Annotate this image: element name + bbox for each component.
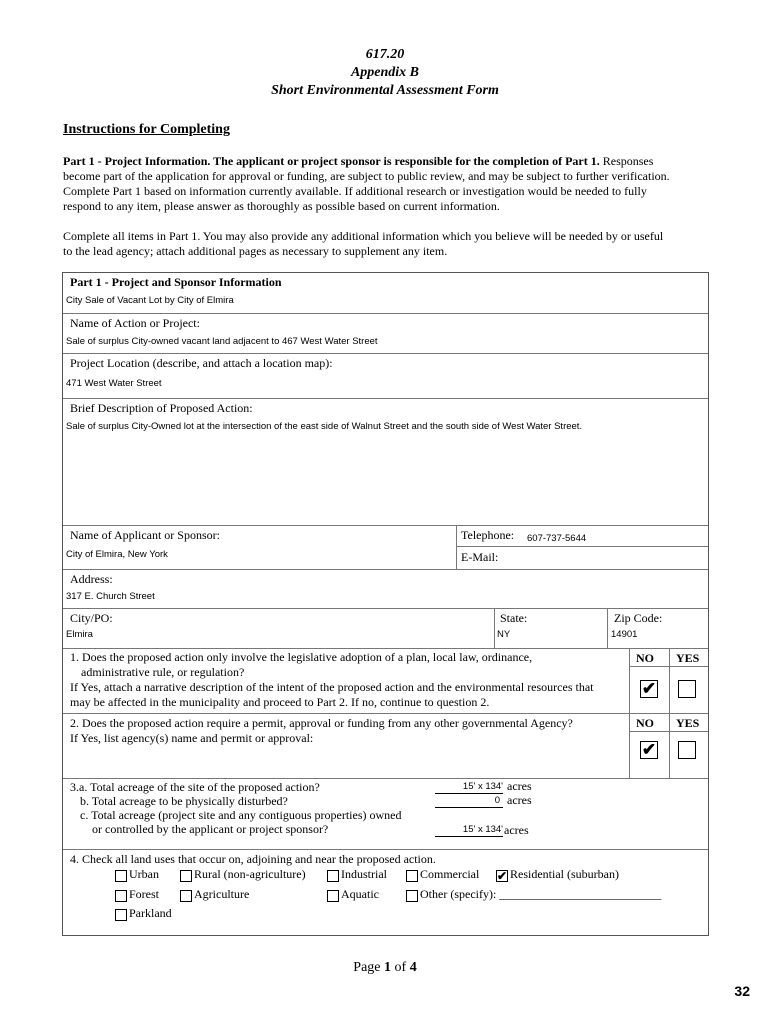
q3c-value: 15' x 134' (462, 824, 503, 835)
state-field[interactable]: NY (497, 629, 511, 640)
action-label: Name of Action or Project: (70, 316, 200, 330)
urban-label: Urban (129, 867, 159, 881)
acres-label: acres (507, 793, 532, 807)
instruction-line: to the lead agency; attach additional pages as necessary to supplement any item. (63, 244, 448, 258)
page-indicator (0, 960, 770, 976)
forest-checkbox[interactable] (115, 890, 127, 902)
part1-title: Part 1 - Project and Sponsor Information (70, 275, 282, 289)
other-label[interactable]: Other (specify): ___________________________ (420, 887, 662, 901)
q2-text: 2. Does the proposed action require a permit, approval or funding from any other governmental Agency? (70, 716, 573, 730)
q3b-field[interactable] (435, 794, 503, 808)
applicant-label: Name of Applicant or Sponsor: (70, 528, 220, 542)
urban-checkbox[interactable] (115, 870, 127, 882)
other-checkbox[interactable] (406, 890, 418, 902)
forest-label: Forest (129, 887, 159, 901)
instructions-paragraph-2 (63, 229, 713, 259)
instruction-line: Complete Part 1 based on information currently available. If additional research or investigation would be needed to fully (63, 184, 647, 198)
part1-instruction-bold: Part 1 - Project Information. The applicant or project sponsor is responsible for the completion of Part 1. (63, 154, 600, 168)
form-title: Short Environmental Assessment Form (271, 83, 499, 98)
acres-label: acres (507, 779, 532, 793)
q3a-text: 3.a. Total acreage of the site of the proposed action? (70, 780, 320, 794)
location-label: Project Location (describe, and attach a location map): (70, 356, 333, 370)
rural-label: Rural (non-agriculture) (194, 867, 306, 881)
page-of: of (391, 960, 410, 975)
acres-label: acres (504, 823, 529, 837)
city-label: City/PO: (70, 611, 113, 625)
part1-value[interactable]: City Sale of Vacant Lot by City of Elmira (66, 295, 234, 306)
description-label: Brief Description of Proposed Action: (70, 401, 253, 415)
page-total: 4 (409, 960, 417, 975)
instructions-heading: Instructions for Completing (63, 122, 230, 137)
q3b-value: 0 (494, 795, 500, 806)
residential-label: Residential (suburban) (510, 867, 619, 881)
rural-checkbox[interactable] (180, 870, 192, 882)
q1-no-label: NO (636, 651, 654, 665)
part1-instruction-rest: Responses (599, 154, 654, 168)
instruction-line: respond to any item, please answer as thoroughly as possible based on current information. (63, 199, 500, 213)
q2-yes-label: YES (676, 716, 700, 730)
description-field[interactable]: Sale of surplus City-Owned lot at the intersection of the east side of Walnut Street and the south side of West Water Street. (66, 421, 583, 432)
instructions-paragraph-1 (63, 154, 713, 214)
q4-text: 4. Check all land uses that occur on, adjoining and near the proposed action. (70, 852, 436, 866)
zip-label: Zip Code: (614, 611, 663, 625)
address-label: Address: (70, 572, 113, 586)
commercial-checkbox[interactable] (406, 870, 418, 882)
instruction-line: Complete all items in Part 1. You may also provide any additional information which you believe will be needed by or useful (63, 229, 664, 243)
q3b-text: b. Total acreage to be physically disturbed? (80, 794, 288, 808)
q1-no-checkbox[interactable]: ✔ (641, 679, 657, 698)
applicant-field[interactable]: City of Elmira, New York (66, 549, 168, 560)
parkland-label: Parkland (129, 906, 172, 920)
industrial-checkbox[interactable] (327, 870, 339, 882)
q3a-value: 15' x 134' (462, 781, 503, 792)
q1-yes-label: YES (676, 651, 700, 665)
q1-text: administrative rule, or regulation? (81, 665, 245, 679)
q1-text: If Yes, attach a narrative description of the intent of the proposed action and the environmental resources that (70, 680, 594, 694)
part1-form (62, 272, 709, 936)
telephone-field[interactable]: 607-737-5644 (527, 533, 587, 544)
page-prefix: Page (353, 960, 385, 975)
q2-no-checkbox[interactable]: ✔ (641, 740, 657, 759)
industrial-label: Industrial (341, 867, 387, 881)
action-field[interactable]: Sale of surplus City-owned vacant land adjacent to 467 West Water Street (66, 336, 378, 347)
section-number: 617.20 (365, 47, 405, 62)
q3a-field[interactable] (435, 780, 503, 794)
appendix-label: Appendix B (350, 65, 420, 80)
address-field[interactable]: 317 E. Church Street (66, 591, 155, 602)
parkland-checkbox[interactable] (115, 909, 127, 921)
q3c-field[interactable] (435, 823, 503, 837)
q3c-text: c. Total acreage (project site and any contiguous properties) owned (80, 808, 402, 822)
aquatic-label: Aquatic (341, 887, 379, 901)
q2-text: If Yes, list agency(s) name and permit or approval: (70, 731, 314, 745)
page-number: 32 (734, 983, 750, 999)
email-label: E-Mail: (461, 550, 499, 564)
agriculture-label: Agriculture (194, 887, 250, 901)
q3c-text: or controlled by the applicant or project sponsor? (92, 822, 329, 836)
location-field[interactable]: 471 West Water Street (66, 378, 162, 389)
state-label: State: (500, 611, 528, 625)
q1-yes-checkbox[interactable] (678, 680, 696, 698)
q2-yes-checkbox[interactable] (678, 741, 696, 759)
commercial-label: Commercial (420, 867, 480, 881)
page-current: 1 (384, 960, 392, 975)
instruction-line: become part of the application for approval or funding, are subject to public review, and may be subject to further verification. (63, 169, 670, 183)
q1-text: 1. Does the proposed action only involve the legislative adoption of a plan, local law, ordinance, (70, 650, 533, 664)
q1-text: may be affected in the municipality and proceed to Part 2. If no, continue to question 2. (70, 695, 490, 709)
agriculture-checkbox[interactable] (180, 890, 192, 902)
aquatic-checkbox[interactable] (327, 890, 339, 902)
city-field[interactable]: Elmira (66, 629, 93, 640)
residential-checkbox[interactable]: ✔ (497, 869, 508, 883)
q2-no-label: NO (636, 716, 654, 730)
telephone-label: Telephone: (461, 528, 515, 542)
zip-field[interactable]: 14901 (611, 629, 638, 640)
